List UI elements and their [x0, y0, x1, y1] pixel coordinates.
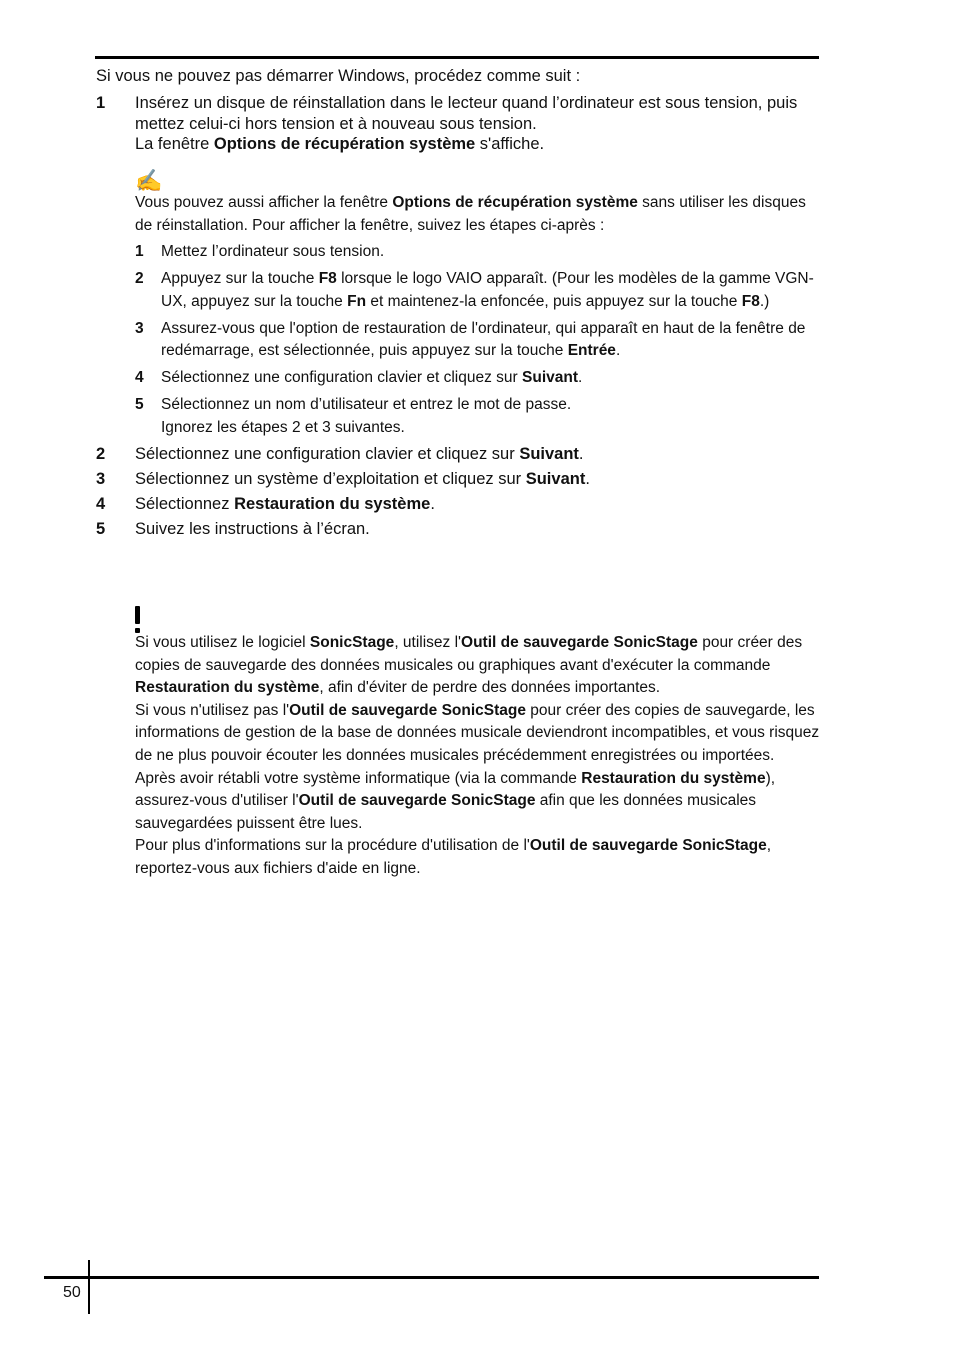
substep-1: 1 Mettez l’ordinateur sous tension. — [135, 243, 385, 260]
footer-rule — [44, 1276, 819, 1279]
warning-paragraph: Après avoir rétabli votre système informatique (via la commande Restauration du système), assurez-vous d'utiliser l'Outil de sauvegarde SonicStage afin que les données musicales sauvegardées puissent être lues. — [135, 769, 776, 832]
step-text: s'affiche. — [475, 135, 545, 153]
step-4: 4 Sélectionnez Restauration du système. — [96, 495, 435, 513]
substep-2: 2 Appuyez sur la touche F8 lorsque le logo VAIO apparaît. (Pour les modèles de la gamme VGN-UX, appuyez sur la touche Fn et maintenez-la enfoncée, puis appuyez sur la touche F8.) — [135, 270, 814, 310]
step-text: La fenêtre — [135, 135, 214, 153]
substep-5: 5 Sélectionnez un nom d’utilisateur et entrez le mot de passe. Ignorez les étapes 2 et 3 suivantes. — [135, 396, 572, 436]
steps-list-bottom — [96, 444, 818, 544]
step-number: 1 — [96, 94, 106, 112]
substep-4: 4 Sélectionnez une configuration clavier et cliquez sur Suivant. — [135, 369, 583, 386]
warning-paragraph: Si vous utilisez le logiciel SonicStage, utilisez l'Outil de sauvegarde SonicStage pour créer des copies de sauvegarde des données musicales ou graphiques avant d'exécuter la commande Restauration du système, afin d'éviter de perdre des données importantes. — [135, 634, 803, 697]
header-rule — [95, 56, 819, 59]
step-2: 2 Sélectionnez une configuration clavier et cliquez sur Suivant. — [96, 445, 584, 463]
warning-paragraph: Si vous n'utilisez pas l'Outil de sauvegarde SonicStage pour créer des copies de sauvegarde, les informations de gestion de la base de données musicale deviendront incompatibles, et vous risquez de ne plus pouvoir écouter les données musicales précédemment enregistrées ou importées. — [135, 701, 820, 764]
window-name: Options de récupération système — [213, 135, 476, 153]
exclamation-icon — [135, 606, 141, 632]
page-number: 50 — [63, 1284, 81, 1301]
step-5: 5 Suivez les instructions à l’écran. — [96, 520, 370, 538]
step-text: Insérez un disque de réinstallation dans le lecteur quand l’ordinateur est sous tension, puis mettez celui-ci hors tension et à nouveau sous tension. — [135, 94, 798, 133]
note-block — [135, 170, 820, 444]
note-paragraph: Vous pouvez aussi afficher la fenêtre Options de récupération système sans utiliser les disques de réinstallation. Pour afficher la fenêtre, suivez les étapes ci-après : — [135, 194, 806, 234]
step-1 — [96, 93, 818, 155]
footer-divider — [88, 1260, 90, 1314]
pencil-note-icon: ✍ — [135, 168, 163, 193]
steps-list-top — [96, 93, 818, 159]
intro-text: Si vous ne pouvez pas démarrer Windows, procédez comme suit : — [96, 67, 581, 85]
step-3: 3 Sélectionnez un système d’exploitation et cliquez sur Suivant. — [96, 470, 590, 488]
substep-3: 3 Assurez-vous que l'option de restauration de l'ordinateur, qui apparaît en haut de la fenêtre de redémarrage, est sélectionnée, puis appuyez sur la touche Entrée. — [135, 319, 806, 359]
note-substeps — [135, 241, 820, 439]
warning-paragraph: Pour plus d'informations sur la procédure d'utilisation de l'Outil de sauvegarde SonicStage, reportez-vous aux fichiers d'aide en ligne. — [135, 837, 772, 877]
warning-text — [135, 632, 820, 881]
